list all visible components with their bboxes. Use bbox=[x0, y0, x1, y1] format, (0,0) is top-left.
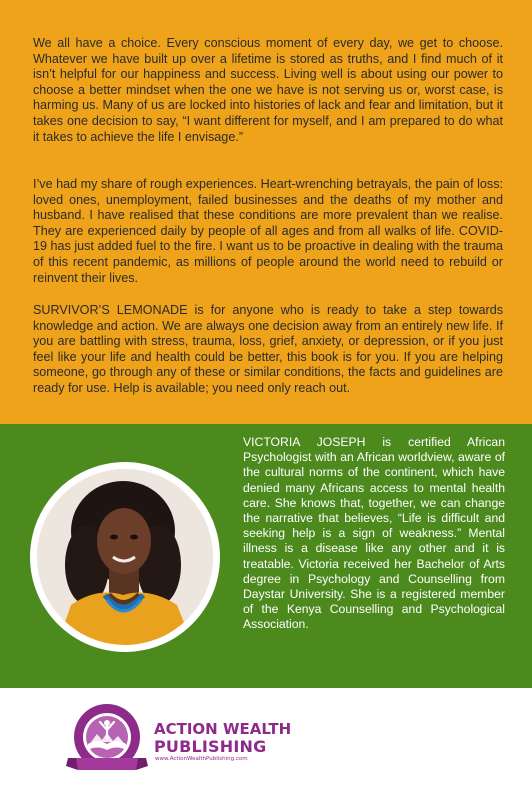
publisher-wordmark bbox=[154, 721, 291, 755]
author-photo bbox=[37, 469, 213, 645]
intro-paragraph-1: We all have a choice. Every conscious moment of every day, we get to choose. Whatever we have built up over a lifetime is stored as truths, and I find much of it isn’t helpful for our happiness and success. Living well is about using our power to choose a better mindset when the one we have is not serving us or, worst case, is harming us. Many of us are locked into histories of lack and fear and limitation, but it takes one decision to say, “I want different for myself, and I am prepared to do what it takes to achieve the life I envisage.” bbox=[33, 36, 503, 144]
intro-paragraph-3: SURVIVOR’S LEMONADE is for anyone who is ready to take a step towards knowledge and action. We are always one decision away from an entirely new life. If you are battling with stress, trauma, loss, grief, anxiety, or depression, or if you just feel like your life and health could be better, this book is for you. If you are helping someone, go through any of these or similar conditions, the facts and guidelines are ready for use. Help is available; you need only reach out. bbox=[33, 303, 503, 395]
publisher-name-line-1: ACTION WEALTH bbox=[154, 720, 292, 738]
publisher-name-line-2: PUBLISHING bbox=[154, 737, 267, 756]
publisher-url: www.ActionWealthPublishing.com bbox=[155, 756, 248, 762]
author-bio: VICTORIA JOSEPH is certified African Psychologist with an African worldview, aware of the cultural norms of the continent, which have denied many Africans access to mental health care. She knows that, together, we can change the narrative that believes, “Life is difficult and seeking help is a sign of weakness.” Mental illness is a disease like any other and it is treatable. Victoria received her Bachelor of Arts degree in Psychology and Counselling from Daystar University. She is a registered member of the Kenya Counselling and Psychological Association. bbox=[243, 435, 505, 632]
intro-paragraph-2: I’ve had my share of rough experiences. Heart-wrenching betrayals, the pain of loss: loved ones, unemployment, failed businesses and the deaths of my mother and husband. I have realised that these conditions are more prevalent than we realise. They are experienced daily by people of all ages and from all walks of life. COVID-19 has just added fuel to the fire. I want us to be proactive in dealing with the trauma of this recent pandemic, as millions of people around the world need to rebuild or reinvent their lives. bbox=[33, 177, 503, 285]
publisher-badge-logo bbox=[64, 700, 150, 780]
